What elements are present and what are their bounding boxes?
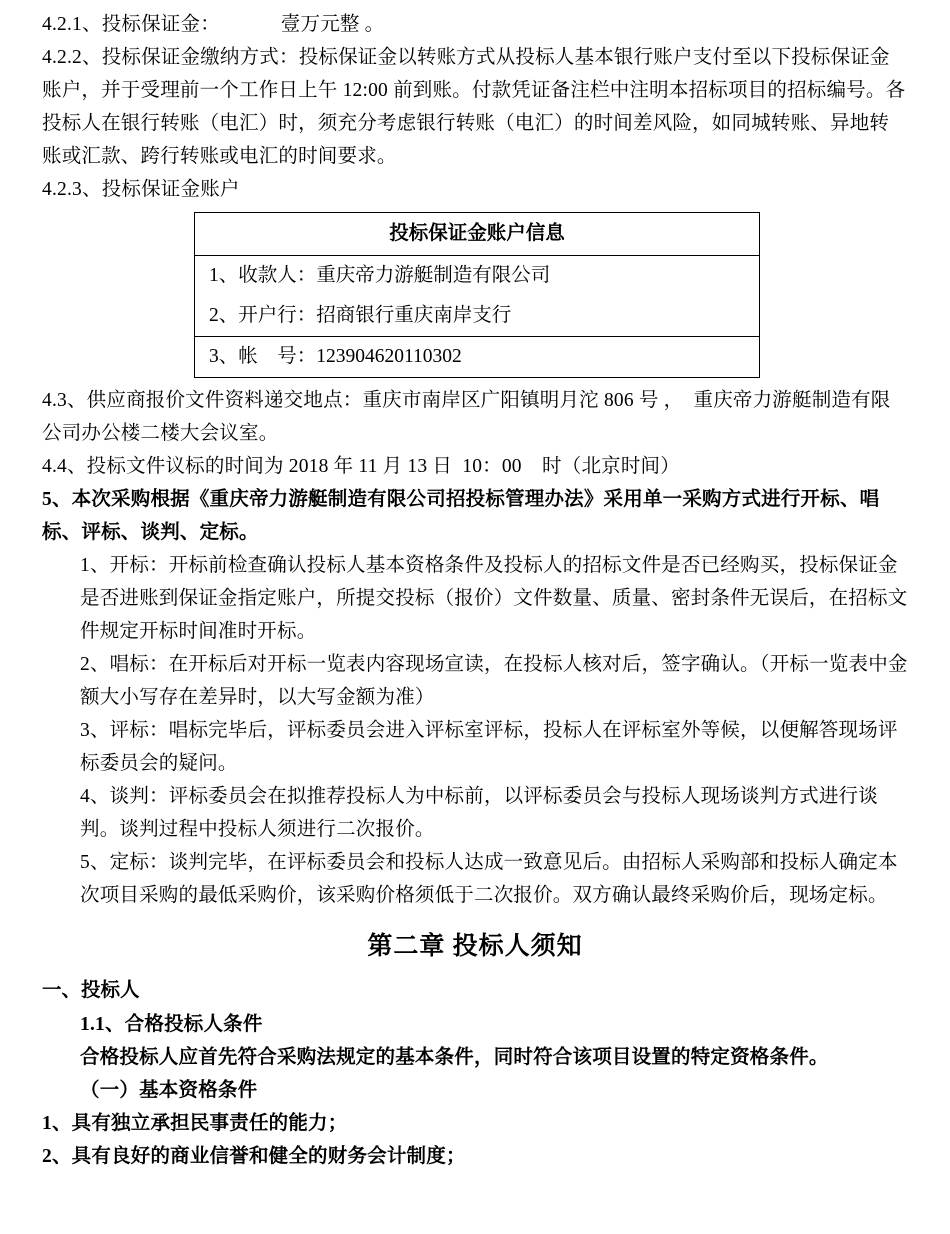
paragraph-1-1: 1.1、合格投标人条件 [80, 1014, 263, 1035]
paragraph-5-1: 1、开标：开标前检查确认投标人基本资格条件及投标人的招标文件是否已经购买，投标保证金是否进账到保证金指定账户，所提交投标（报价）文件数量、质量、密封条件无误后，在招标文件规定开标时间准时开标。 [80, 555, 908, 642]
deposit-account-table [194, 212, 760, 378]
deposit-account-table-title: 投标保证金账户信息 [195, 213, 760, 256]
paragraph-5-3: 3、评标：唱标完毕后，评标委员会进入评标室评标，投标人在评标室外等候，以便解答现场评标委员会的疑问。 [80, 720, 898, 774]
paragraph-1-1-a: （一）基本资格条件 [80, 1080, 258, 1101]
paragraph-5-5: 5、定标：谈判完毕，在评标委员会和投标人达成一致意见后。由招标人采购部和投标人确定本次项目采购的最低采购价，该采购价格须低于二次报价。双方确认最终采购价后，现场定标。 [80, 852, 898, 906]
section-title-bidder: 一、投标人 [42, 980, 140, 1001]
paragraph-4-3: 4.3、供应商报价文件资料递交地点：重庆市南岸区广阳镇明月沱 806 号 ， 重庆帝力游艇制造有限公司办公楼二楼大会议室。 [42, 390, 891, 444]
paragraph-5: 5、本次采购根据《重庆帝力游艇制造有限公司招投标管理办法》采用单一采购方式进行开标、唱标、评标、谈判、定标。 [42, 489, 880, 543]
paragraph-4-2-1: 4.2.1、投标保证金： 壹万元整 。 [42, 14, 385, 35]
paragraph-4-4: 4.4、投标文件议标的时间为 2018 年 11 月 13 日 10：00 时（北京时间） [42, 456, 680, 477]
paragraph-4-2-3: 4.2.3、投标保证金账户 [42, 179, 240, 200]
paragraph-1-1-body: 合格投标人应首先符合采购法规定的基本条件，同时符合该项目设置的特定资格条件。 [80, 1047, 829, 1068]
paragraph-5-2: 2、唱标：在开标后对开标一览表内容现场宣读，在投标人核对后，签字确认。（开标一览表中金额大小写存在差异时，以大写金额为准） [80, 654, 908, 708]
table-row: 1、收款人：重庆帝力游艇制造有限公司 [195, 256, 760, 297]
chapter-title: 第二章 投标人须知 [367, 933, 583, 960]
table-row: 2、开户行：招商银行重庆南岸支行 [195, 296, 760, 337]
paragraph-4-2-2: 4.2.2、投标保证金缴纳方式：投标保证金以转账方式从投标人基本银行账户支付至以下投标保证金账户，并于受理前一个工作日上午 12:00 前到账。付款凭证备注栏中注明本招标项目的招标编号。各投标人在银行转账（电汇）时，须充分考虑银行转账（电汇）的时间差风险，如同城转账、异地转账或汇款、跨行转账或电汇的时间要求。 [42, 47, 906, 167]
paragraph-1-1-a1: 1、具有独立承担民事责任的能力； [42, 1113, 348, 1134]
paragraph-1-1-a2: 2、具有良好的商业信誉和健全的财务会计制度； [42, 1146, 466, 1167]
table-row: 3、帐 号：123904620110302 [195, 337, 760, 378]
paragraph-5-4: 4、谈判：评标委员会在拟推荐投标人为中标前，以评标委员会与投标人现场谈判方式进行谈判。谈判过程中投标人须进行二次报价。 [80, 786, 878, 840]
